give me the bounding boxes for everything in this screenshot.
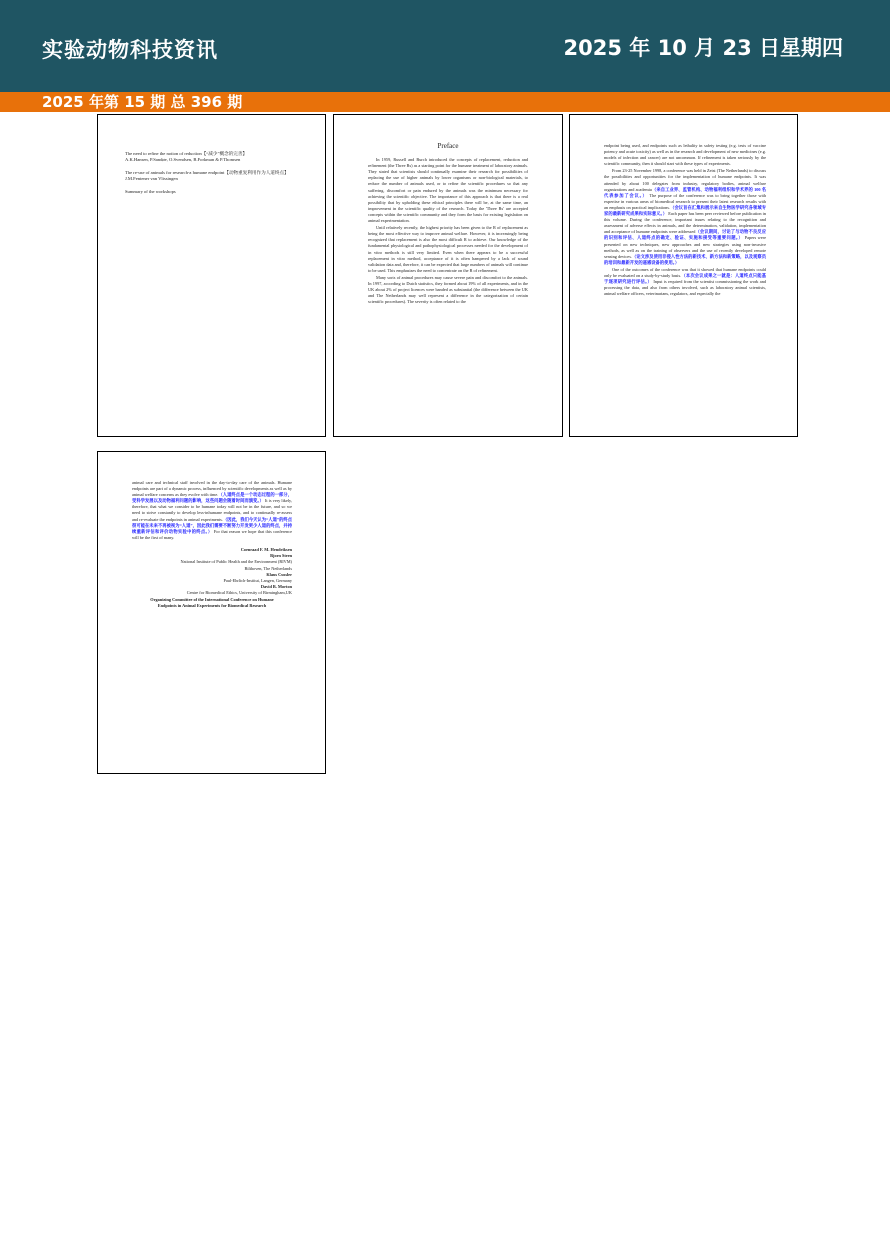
paragraph: Many sorts of animal procedures may cause severe pain and discomfort to the animals. In 1997, according to Dutch statistics, they formed about 19% of all experiments, and in the UK about 2% of project licences were banded as substantial (the difference between the UK and The Netherlands may well represent a difference in the categorization of certain scientific procedures). The severity is often related to the	[368, 274, 528, 305]
paragraph	[132, 480, 292, 541]
signatory-affiliation: National Institute of Public Health and the Environment (RIVM)	[180, 559, 292, 565]
contents-item-authors: A.K.Hansen, P.Sandøe, O.Svendsen, B.Forkman & P.Thomsen	[125, 157, 241, 163]
signatory-affiliation: Bilthoven, The Netherlands	[244, 565, 292, 571]
header-bar	[0, 0, 890, 92]
paragraph: In 1959, Russell and Burch introduced the concepts of replacement, reduction and refinement (the Three Rs) as a starting point for the humane treatment of laboratory animals. They stated that scientists should continually examine their research for possibilities of replacing the use of higher animals by lower organisms or non-biological materials, to reduce the number of animals used, or to refine the scientific procedures so that any suffering, discomfort or pain endured by the animals was the minimum necessary for achieving the scientific objective. The importance of this approach is that there is a real possibility that by upholding these ethical principles there will be, at the same time, an improvement in the scientific quality of the research. Today the 'Three Rs' are accepted concepts within the scientific community and they form the basis for existing legislation on animal experimentation.	[368, 157, 528, 224]
english-text: Input is required from the scientist commissioning the work and processing the data, and also from others involved, such as laboratory animal scientists, animal welfare officers, veterinarians, regulators, and especially the	[604, 279, 766, 297]
signatory-name: Coenraad F. M. Hendriksen	[240, 546, 292, 552]
chinese-translation: （人道终点是一个动态过程的一部分，受科学发展以及动物福利问题的影响，这些问题会随着时间而演变。）	[132, 492, 293, 504]
signatory-name: Bjorn Steen	[270, 553, 292, 559]
english-text: Papers were presented on new techniques, new approaches and new strategies using non-invasive methods, as well as on the training of observers and the use of recently developed remote sensing devices.	[604, 235, 766, 259]
english-text: From 23-25 November 1998, a conference was held in Zeist (The Netherlands) to discuss the possibilities and opportunities for the implementation of humane endpoints. It was attended by about 100 delegates from industry, regulatory bodies, animal welfare organizations and academia	[604, 168, 766, 192]
preface-text	[368, 143, 528, 306]
english-text: animal care and technical staff involved in the day-to-day care of the animals. Humane endpoints are part of a dynamic process, influenced by scientific developments as well as by animal welfare concerns as they evolve with time.	[132, 480, 292, 498]
page-thumbnail-2[interactable]	[333, 114, 563, 437]
contents-list	[125, 151, 305, 195]
page-thumbnail-4[interactable]	[97, 451, 326, 774]
paragraph	[604, 267, 766, 297]
contents-item-title: Summary of the workshops	[125, 188, 176, 194]
chinese-translation: （论文涉及使用非侵入性方法的新技术、新方法和新策略，以及观察员的培训和最新开发的遥感设备的使用。）	[604, 253, 766, 265]
signatory-name: Klaus Cussler	[266, 571, 292, 577]
english-text: One of the outcomes of the conference was that it showed that humane endpoints could only be evaluated on a study-by-study basis.	[604, 266, 766, 278]
preface-text-end	[132, 480, 292, 609]
committee-name: Organizing Committee of the International Conference on Humane	[150, 596, 274, 602]
contents-item-title: The re-use of animals for research-a humane endpoint【动物重复利用作为人道终点】	[125, 169, 289, 175]
committee-name: Endpoints in Animal Experiments for Biomedical Research	[157, 602, 267, 608]
issue-number: 2025 年第 15 期 总 396 期	[42, 93, 243, 111]
preface-text-continued	[604, 143, 766, 298]
page-thumbnail-3[interactable]	[569, 114, 798, 437]
chinese-translation: （来自工业界、监管机构、动物福利组织和学术界的 100 名代表参加了会议。）	[604, 186, 766, 198]
issue-bar	[0, 92, 890, 112]
signatory-affiliation: Paul-Ehrlich-Institut, Langen, Germany	[223, 577, 292, 583]
chinese-translation: （因此，我们今天认为“人道”的终点很可能在未来不再被视为“人道”，因此我们需要不断努力开发更少人道的终点，并持续重新评估和评价动物实验中的终点。）	[132, 516, 292, 534]
chinese-translation: （会议旨在汇集和展示来自生物医学研究各领域专家的最新研究成果和实际意义。）	[604, 204, 766, 217]
signature-block	[132, 547, 292, 609]
signatory-name: David B. Morton	[260, 584, 292, 590]
contents-item-title: The need to refine the notion of reduction【“减少”概念的完善】	[125, 151, 248, 156]
chinese-translation: （会议期间，讨论了与动物不良反应的识别和评估、人道终点的确定、验证、实施和接受等重要问题。）	[604, 229, 766, 241]
page-thumbnail-1[interactable]	[97, 114, 326, 437]
paragraph	[604, 168, 766, 266]
english-text: For that reason we hope that this conference will be the first of many.	[132, 528, 292, 540]
issue-date: 2025 年 10 月 23 日星期四	[563, 36, 843, 60]
english-text: Each paper has been peer reviewed before publication in this volume. During the conference, important issues relating to the recognition and assessment of adverse effects in animals, and the determination, validation, implementation and acceptance of humane endpoints were addressed	[604, 211, 767, 235]
preface-heading: Preface	[437, 142, 459, 150]
chinese-translation: （本次会议成果之一就是：人道终点只能基于逐项研究进行评估。）	[604, 272, 767, 285]
english-text: The purpose of the conference was to bring together those with expertise in various areas of biomedical research to present their latest research results with an emphasis on practical implications.	[604, 192, 766, 210]
english-text: It is very likely, therefore, that what we consider to be humane today will not be in the future, and so we need to strive constantly to develop less-inhumane endpoints, and to continually re-assess and re-evaluate the endpoints in animal experiments.	[132, 498, 292, 522]
paragraph: Until relatively recently, the highest priority has been given to the R of replacement as being the most effective way to improve animal welfare. However, it is increasingly being recognized that replacement is also the most difficult R to achieve. Our knowledge of the fundamental physiological and pathophysiological processes needed for the development of in vitro methods is still very limited. Even when there appears to be a successful replacement in vitro method, acceptance of it is often hampered by a lack of sound validation data and, therefore, it can be expected that large numbers of animals will continue to be used. This emphasizes the need to concentrate on the R of refinement.	[368, 225, 528, 273]
signatory-affiliation: Centre for Biomedical Ethics, University of Birmingham,UK	[186, 590, 292, 596]
paragraph: endpoint being used, and endpoints such as lethality in safety testing (e.g. tests of vaccine potency and acute toxicity) as well as in the research and development of new medicines (e.g. models of infection and cancer) are not uncommon. If refinement is taken seriously by the scientific community, then it should start with these types of experiments.	[604, 143, 766, 167]
site-title: 实验动物科技资讯	[42, 38, 218, 62]
contents-item-authors: J.M.Fentener van Vlissingen	[125, 176, 178, 182]
